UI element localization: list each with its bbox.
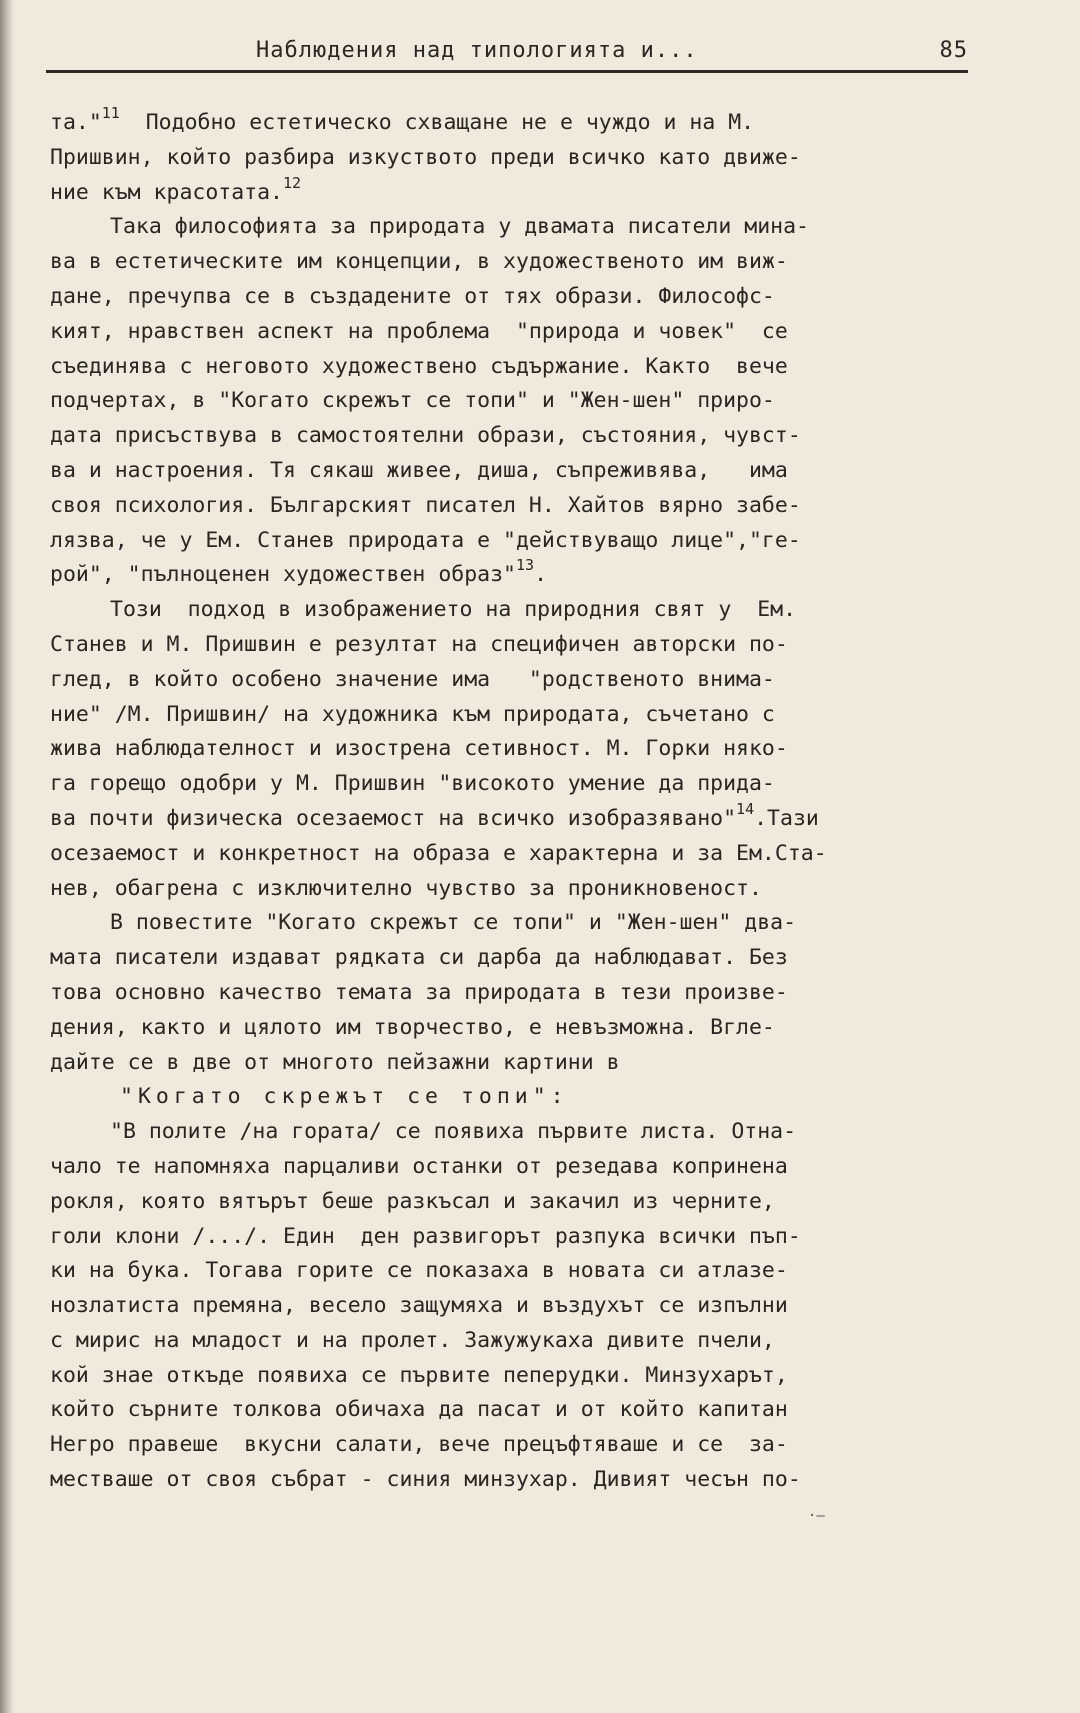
text-line: чало те напомняха парцаливи останки от резедава копринена xyxy=(50,1153,788,1179)
text-line: това основно качество темата за природата в тези произве- xyxy=(50,979,788,1005)
text-line: Негро правеше вкусни салати, вече прецъфтяваше и се за- xyxy=(50,1432,788,1458)
text-line: който сърните толкова обичаха да пасат и от който капитан xyxy=(50,1397,788,1423)
text-line xyxy=(50,173,970,211)
footnote-ref: 13 xyxy=(516,556,535,575)
line-text: та." xyxy=(50,110,102,135)
text-line: нозлатиста премяна, весело защумяха и въздухът се изпълни xyxy=(50,1293,788,1319)
text-line: голи клони /.../. Един ден развигорът разпука всички пъп- xyxy=(50,1223,801,1249)
running-title: Наблюдения над типологията и... xyxy=(256,38,698,63)
text-line: ние" /М. Пришвин/ на художника към природата, съчетано с xyxy=(50,701,775,727)
text-line: своя психология. Българският писател Н. Хайтов вярно забе- xyxy=(50,492,801,518)
body-text xyxy=(50,103,970,1498)
text-line: дата присъствува в самостоятелни образи, състояния, чувст- xyxy=(50,423,801,449)
text-line: ва и настроения. Тя сякаш живее, диша, съпреживява, има xyxy=(50,457,788,483)
footnote-ref: 11 xyxy=(101,103,120,122)
paragraph-start-line: Така философията за природата у двамата писатели мина- xyxy=(110,214,809,240)
text-line: дане, пречупва се в създадените от тях образи. Философс- xyxy=(50,283,775,309)
text-line: ва в естетическите им концепции, в художественото им виж- xyxy=(50,249,788,275)
text-line: ки на бука. Тогава горите се показаха в новата си атлазе- xyxy=(50,1258,788,1284)
footnote-ref: 14 xyxy=(736,799,755,818)
page-header xyxy=(46,36,968,73)
work-title-line: "Когато скрежът се топи": xyxy=(120,1084,569,1110)
text-line: лязва, че у Ем. Станев природата е "действуващо лице","ге- xyxy=(50,527,801,553)
line-text-after: . xyxy=(534,562,548,588)
page-number: 85 xyxy=(939,38,968,63)
text-line: нев, обагрена с изключително чувство за проникновеност. xyxy=(50,875,762,901)
quote-start-line: "В полите /на гората/ се появиха първите листа. Отна- xyxy=(110,1119,797,1145)
text-line: га горещо одобри у М. Пришвин "високото умение да прида- xyxy=(50,771,775,797)
line-text: ва почти физическа осезаемост на всичко изобразявано" xyxy=(50,805,737,831)
text-line: Пришвин, който разбира изкуството преди всичко като движе- xyxy=(50,144,801,170)
text-line: подчертах, в "Когато скрежът се топи" и "Жен-шен" приро- xyxy=(50,388,775,414)
print-speck-mark: ·– xyxy=(808,1508,825,1524)
text-line: с мирис на младост и на пролет. Зажужукаха дивите пчели, xyxy=(50,1327,775,1353)
line-text-after: Подобно естетическо схващане не е чуждо и на М. xyxy=(119,110,755,135)
text-line: мата писатели издават рядката си дарба да наблюдават. Без xyxy=(50,945,788,971)
text-line: глед, в който особено значение има "родственото внима- xyxy=(50,666,775,692)
page-spine-shadow xyxy=(0,0,14,1713)
paragraph-start-line: В повестите "Когато скрежът се топи" и "Жен-шен" два- xyxy=(110,910,797,936)
text-line: осезаемост и конкретност на образа е характерна и за Ем.Ста- xyxy=(50,840,827,866)
text-line: кой знае откъде появиха се първите пеперудки. Минзухарът, xyxy=(50,1362,788,1388)
paragraph-start-line: Този подход в изображението на природния свят у Ем. xyxy=(110,597,797,623)
text-line xyxy=(50,799,970,837)
text-line: дайте се в две от многото пейзажни картини в xyxy=(50,1049,620,1075)
text-line: жива наблюдателност и изострена сетивност. М. Горки някo- xyxy=(50,736,788,762)
text-line xyxy=(50,103,970,141)
text-line xyxy=(50,558,970,593)
footnote-ref: 12 xyxy=(283,173,302,192)
line-text: рой", "пълноценен художествен образ" xyxy=(50,562,516,588)
text-line: дения, както и цялото им творчество, е невъзможна. Вгле- xyxy=(50,1014,775,1040)
line-text-after: .Тази xyxy=(754,805,819,831)
text-line: местваше от своя събрат - синия минзухар. Дивият чесън по- xyxy=(50,1467,801,1493)
line-text: ние към красотата. xyxy=(50,179,283,205)
text-line: Станев и М. Пришвин е резултат на специфичен авторски по- xyxy=(50,631,788,657)
text-line: съединява с неговото художествено съдържание. Както вече xyxy=(50,353,788,379)
text-line: кият, нравствен аспект на проблема "природа и човек" се xyxy=(50,318,788,344)
text-line: рокля, която вятърът беше разкъсал и закачил из черните, xyxy=(50,1188,775,1214)
